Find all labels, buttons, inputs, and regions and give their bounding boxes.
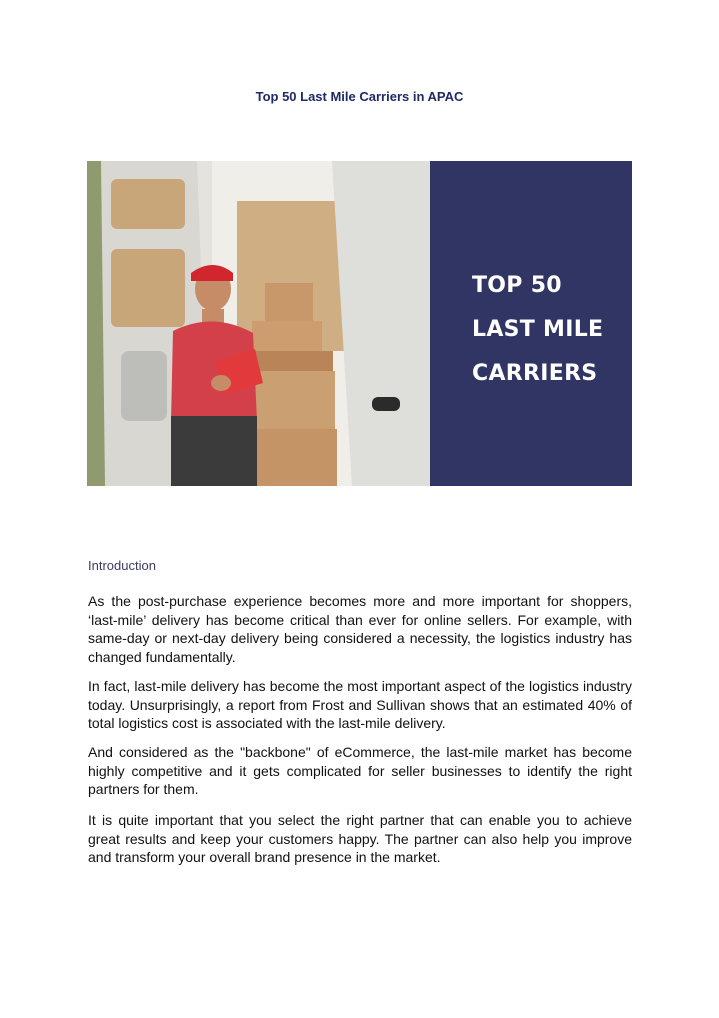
- section-heading-introduction: Introduction: [88, 558, 156, 573]
- delivery-man-illustration: [87, 161, 430, 486]
- hero-line-2: LAST MILE: [472, 317, 604, 342]
- paragraph: In fact, last-mile delivery has become the most important aspect of the logistics industry today. Unsurprisingly, a report from Frost and Sullivan shows that an estimated 40% of total logistics cost is associated with the last-mile delivery.: [88, 678, 632, 731]
- paragraph: As the post-purchase experience becomes more and more important for shoppers, ‘last-mile’ delivery has become critical than ever for online sellers. For example, with same-day or next-day delivery being considered a necessity, the logistics industry has changed fundamentally.: [88, 593, 632, 665]
- paragraph: It is quite important that you select the right partner that can enable you to achieve great results and keep your customers happy. The partner can also help you improve and transform your overall brand presence in the market.: [88, 812, 632, 865]
- page-title: Top 50 Last Mile Carriers in APAC: [255, 89, 464, 104]
- hero-text-panel: [430, 161, 632, 486]
- hero-line-1: TOP 50: [472, 273, 562, 298]
- hero-image: [87, 161, 632, 486]
- hero-line-3: CARRIERS: [472, 361, 598, 386]
- paragraph: And considered as the "backbone" of eCommerce, the last-mile market has become highly competitive and it gets complicated for seller businesses to identify the right partners for them.: [88, 744, 632, 797]
- delivery-photo: [87, 161, 430, 486]
